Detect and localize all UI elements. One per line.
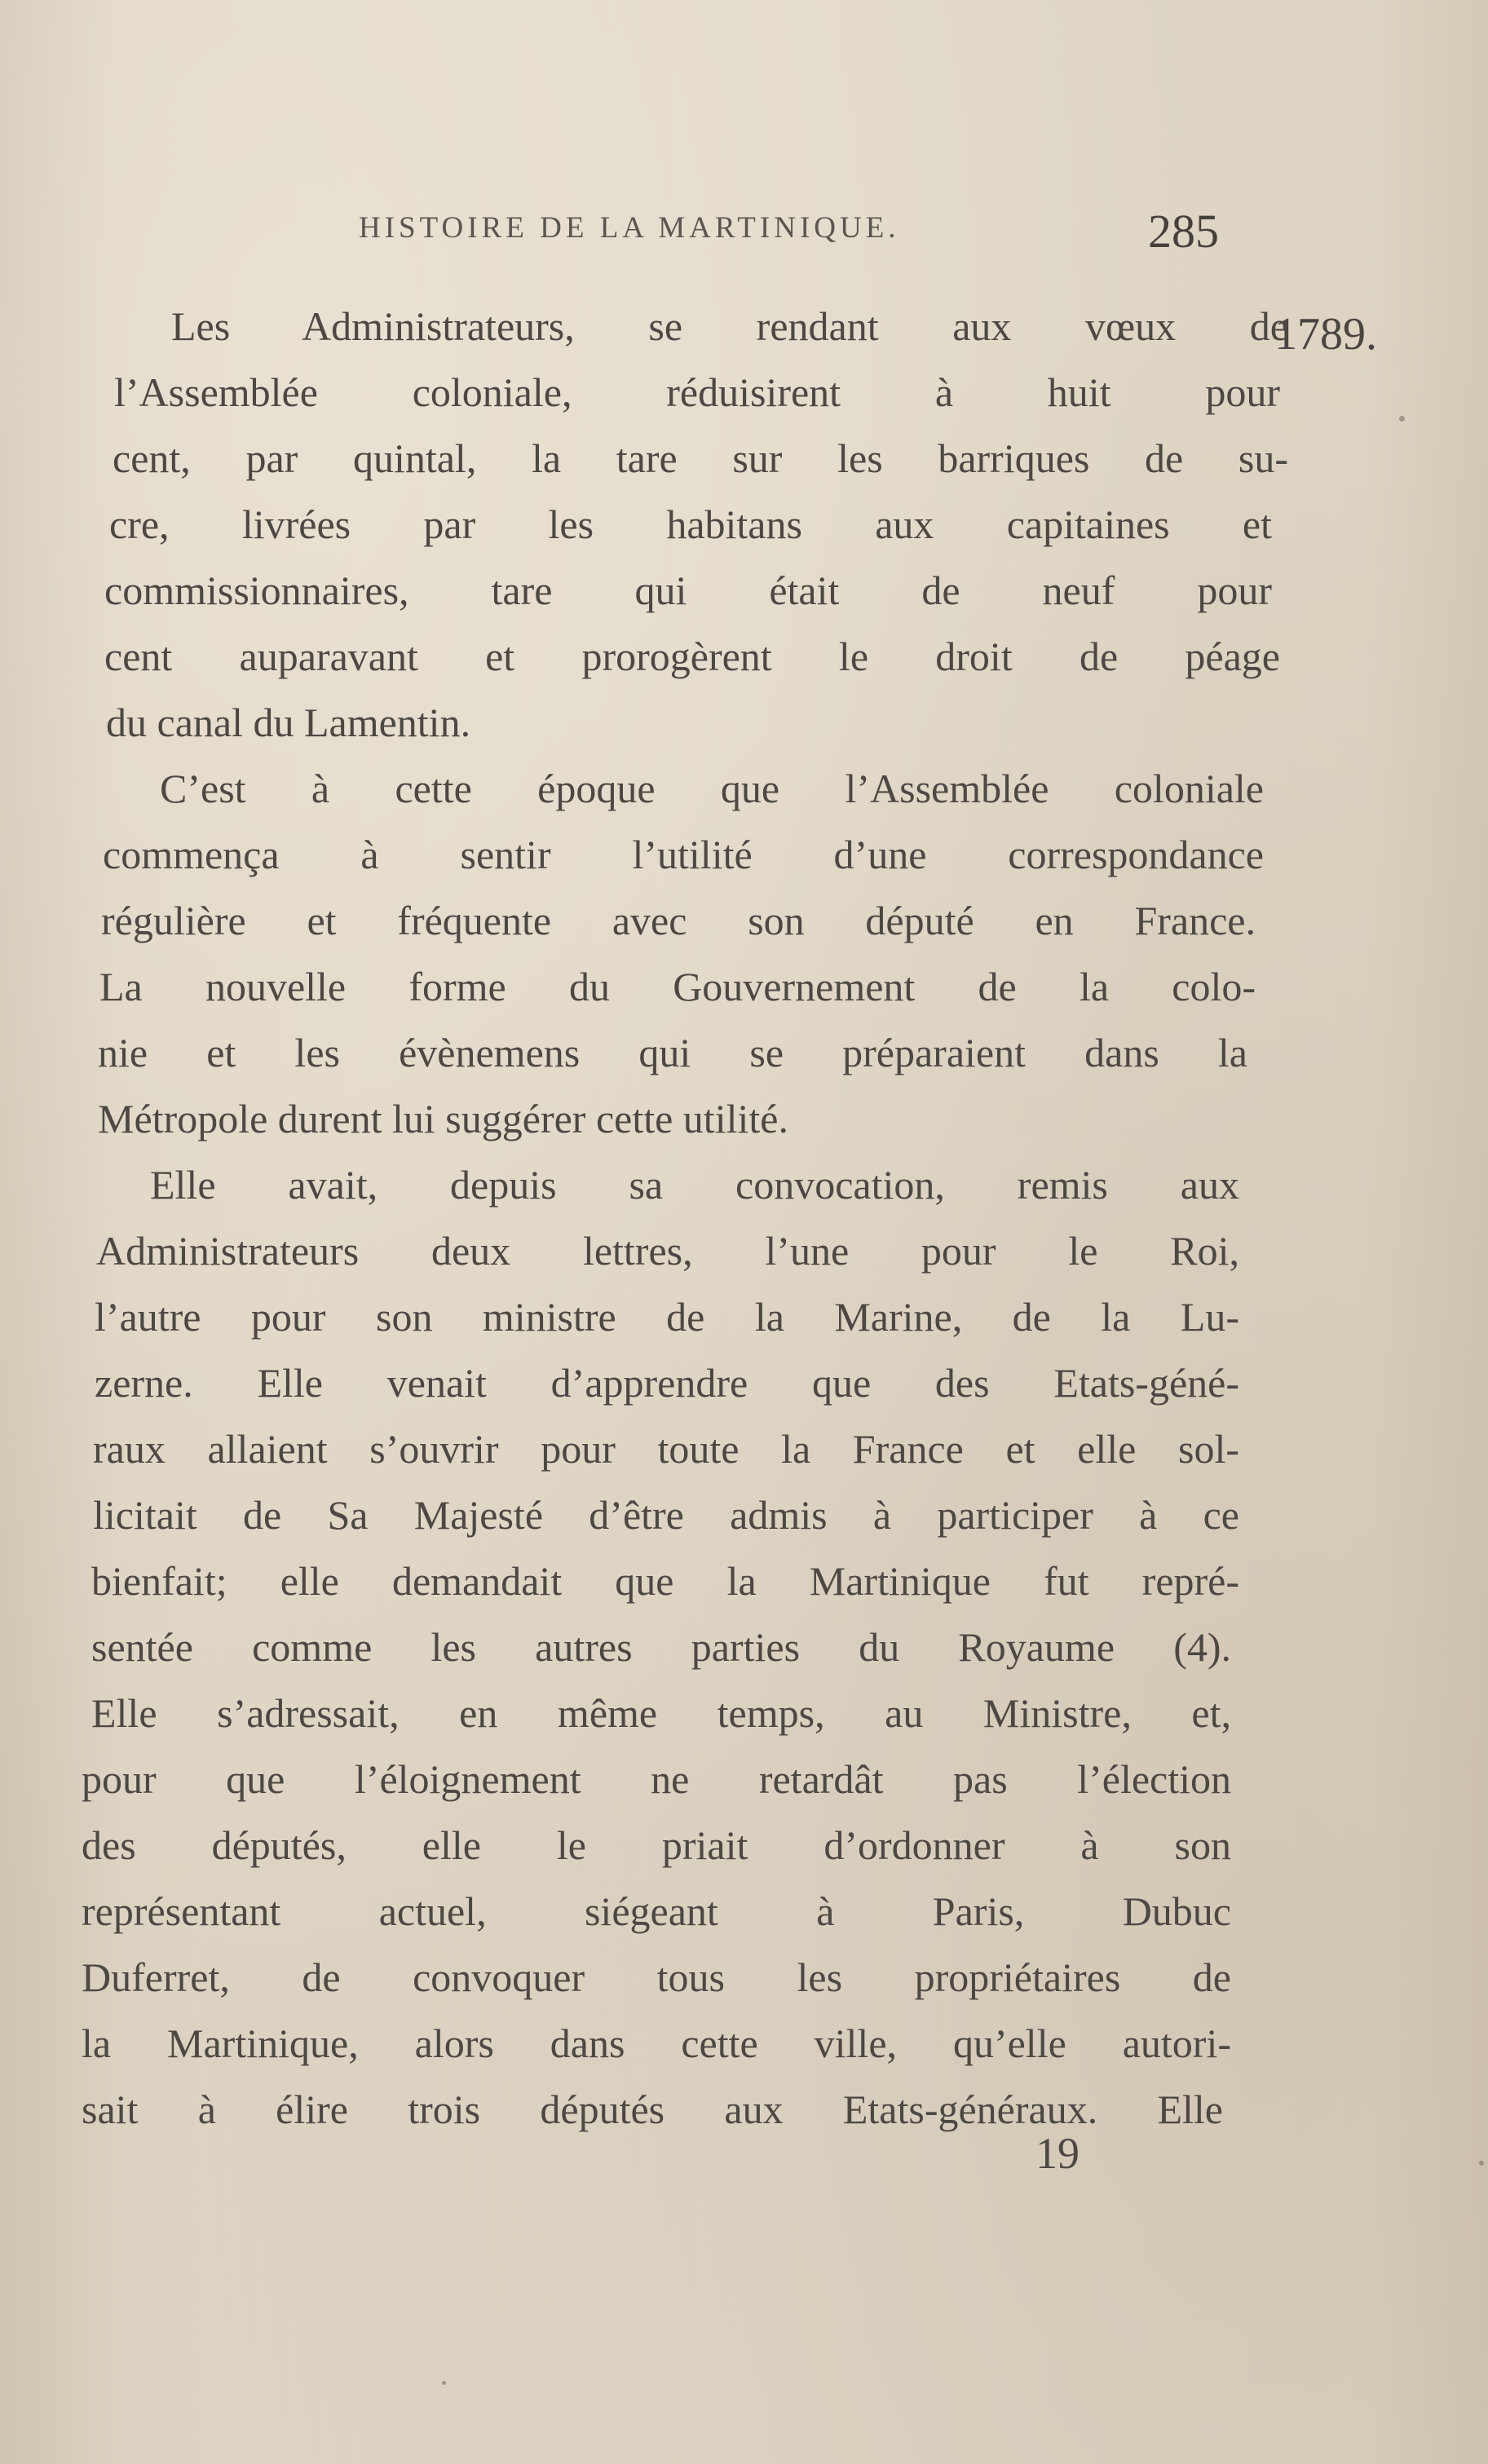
paper-speck: [442, 2381, 446, 2385]
text-line: La nouvelle forme du Gouvernement de la colo-: [99, 964, 1256, 1009]
body-text: [82, 294, 1288, 2143]
margin-year: 1789.: [1274, 309, 1377, 360]
text-line: Les Administrateurs, se rendant aux vœux de: [171, 303, 1288, 349]
text-line: régulière et fréquente avec son député en France.: [101, 898, 1256, 943]
text-line: sentée comme les autres parties du Royaume (4).: [91, 1624, 1231, 1670]
signature-mark: 19: [1035, 2129, 1080, 2178]
text-line: Métropole durent lui suggérer cette utilité.: [98, 1096, 788, 1141]
text-line: commissionnaires, tare qui était de neuf pour: [104, 567, 1272, 613]
text-line: commença à sentir l’utilité d’une correspondance: [103, 832, 1264, 877]
running-head: [359, 205, 1239, 267]
text-line: sait à élire trois députés aux Etats-généraux. Elle: [82, 2086, 1223, 2132]
text-line: nie et les évènemens qui se préparaient dans la: [98, 1030, 1247, 1075]
text-line: Elle avait, depuis sa convocation, remis aux: [150, 1162, 1239, 1208]
text-line: l’autre pour son ministre de la Marine, de la Lu-: [95, 1294, 1239, 1340]
text-line: bienfait; elle demandait que la Martinique fut repré-: [91, 1558, 1239, 1604]
text-line: l’Assemblée coloniale, réduisirent à huit pour: [114, 369, 1280, 415]
text-line: licitait de Sa Majesté d’être admis à participer à ce: [93, 1492, 1239, 1538]
text-line: cre, livrées par les habitans aux capitaines et: [109, 501, 1272, 547]
page-number: 285: [1148, 205, 1219, 258]
text-line: Administrateurs deux lettres, l’une pour le Roi,: [96, 1228, 1239, 1274]
text-line: Elle s’adressait, en même temps, au Ministre, et,: [91, 1690, 1231, 1736]
text-line: des députés, elle le priait d’ordonner à son: [82, 1822, 1231, 1868]
paper-speck: [1479, 2161, 1484, 2166]
text-line: représentant actuel, siégeant à Paris, Dubuc: [82, 1888, 1231, 1934]
paper-speck: [1399, 416, 1405, 422]
text-line: pour que l’éloignement ne retardât pas l’élection: [82, 1756, 1231, 1802]
text-line: du canal du Lamentin.: [106, 700, 471, 745]
text-line: cent auparavant et prorogèrent le droit de péage: [104, 634, 1280, 679]
text-line: Duferret, de convoquer tous les propriétaires de: [82, 1954, 1231, 2000]
text-line: C’est à cette époque que l’Assemblée coloniale: [160, 766, 1264, 811]
text-line: zerne. Elle venait d’apprendre que des Etats-géné-: [95, 1360, 1239, 1406]
running-title: HISTOIRE DE LA MARTINIQUE.: [359, 211, 900, 245]
text-line: la Martinique, alors dans cette ville, qu’elle autori-: [82, 2020, 1231, 2066]
text-line: raux allaient s’ouvrir pour toute la France et elle sol-: [93, 1426, 1239, 1472]
text-line: cent, par quintal, la tare sur les barriques de su-: [113, 435, 1288, 481]
